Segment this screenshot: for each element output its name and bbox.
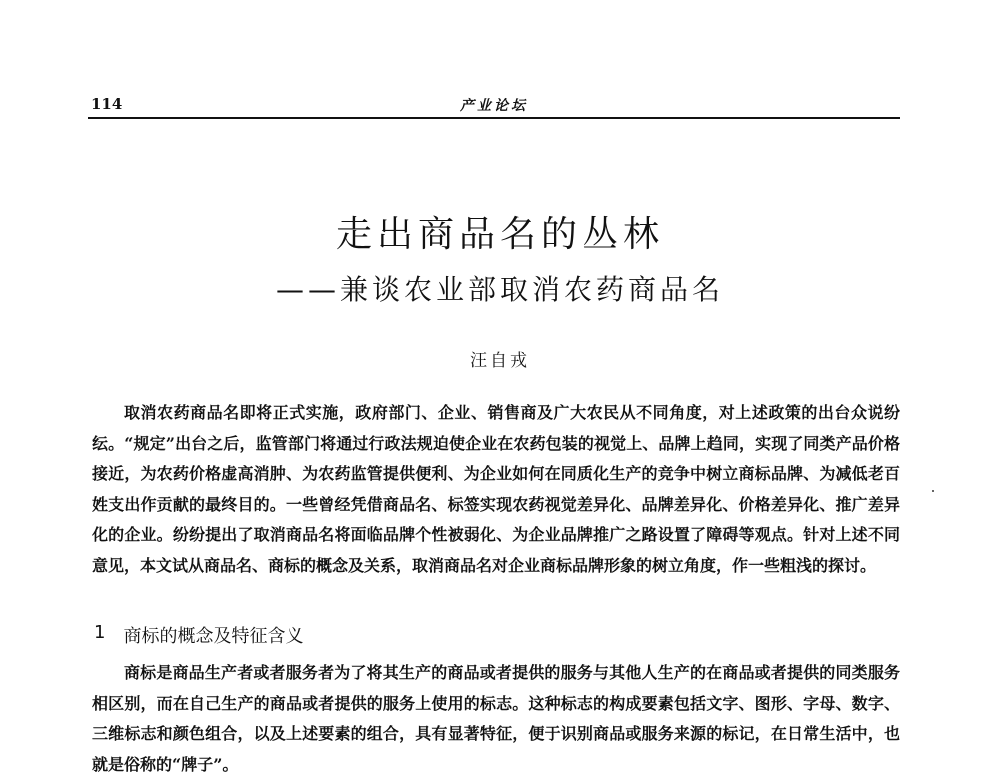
article-title: 走出商品名的丛林 [335, 214, 664, 255]
article-author: 汪自戎 [470, 351, 530, 371]
page-header [88, 92, 900, 118]
header-rule [88, 117, 900, 119]
page-number: 114 [91, 95, 123, 113]
section-number: 1 [94, 622, 106, 643]
journal-title: 产业论坛 [460, 98, 528, 114]
paragraph-intro: 取消农药商品名即将正式实施，政府部门、企业、销售商及广大农民从不同角度，对上述政策的出台众说纷纭。“规定”出台之后，监管部门将通过行政法规迫使企业在农药包装的视觉上、品牌上趋同，实现了同类产品价格接近，为农药价格虚高消肿、为农药监管提供便利、为企业如何在同质化生产的竞争中树立商标品牌、为减低老百姓支出作贡献的最终目的。一些曾经凭借商品名、标签实现农药视觉差异化、品牌差异化、价格差异化、推广差异化的企业。纷纷提出了取消商品名将面临品牌个性被弱化、为企业品牌推广之路设置了障碍等观点。针对上述不同意见，本文试从商品名、商标的概念及关系，取消商品名对企业商标品牌形象的树立角度，作一些粗浅的探讨。 [92, 403, 900, 575]
section-heading [94, 622, 303, 648]
article-subtitle: ——兼谈农业部取消农药商品名 [275, 273, 724, 306]
paragraph-section-1: 商标是商品生产者或者服务者为了将其生产的商品或者提供的服务与其他人生产的在商品或者提供的同类服务相区别，而在自己生产的商品或者提供的服务上使用的标志。这种标志的构成要素包括文字、图形、字母、数字、三维标志和颜色组合，以及上述要素的组合，具有显著特征，便于识别商品或服务来源的标记，在日常生活中，也就是俗称的“牌子”。 [92, 663, 900, 774]
section-title: 商标的概念及特征含义 [123, 626, 304, 647]
scan-speck [932, 490, 934, 492]
